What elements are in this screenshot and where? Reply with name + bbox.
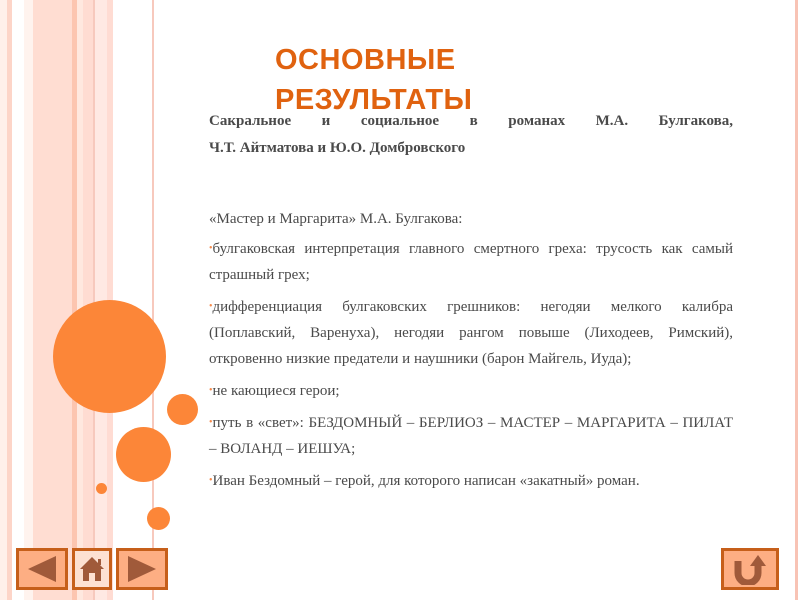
arrow-right-icon: [122, 554, 162, 584]
title-line-2: РЕЗУЛЬТАТЫ: [275, 84, 473, 116]
home-icon: [77, 554, 107, 584]
list-item-text: путь в «свет»: БЕЗДОМНЫЙ – БЕРЛИОЗ – МАСТЕР – МАРГАРИТА – ПИЛАТ – ВОЛАНД – ИЕШУА;: [209, 415, 733, 457]
title-line-1: ОСНОВНЫЕ: [275, 44, 456, 76]
list-item: [209, 236, 733, 288]
decorative-circle-large: [53, 300, 166, 413]
list-item: [209, 410, 733, 462]
arrow-left-icon: [22, 554, 62, 584]
decorative-circle-small: [167, 394, 198, 425]
decorative-line: [93, 0, 95, 600]
list-item: [209, 294, 733, 372]
next-slide-button[interactable]: [116, 548, 168, 590]
decorative-right-line: [795, 0, 798, 600]
home-button[interactable]: [72, 548, 112, 590]
bullet-icon: •: [209, 417, 213, 428]
list-item-text: дифференциация булгаковских грешников: негодяи мелкого калибра (Поплавский, Варенуха), негодяи рангом повыше (Лиходеев, Римский), откровенно низкие предатели и наушники (барон Майгель, Иуда);: [209, 299, 733, 367]
list-item-text: не кающиеся герои;: [212, 383, 340, 399]
previous-slide-button[interactable]: [16, 548, 68, 590]
subtitle-line-2: Ч.Т. Айтматова и Ю.О. Домбровского: [209, 140, 466, 156]
return-button[interactable]: [721, 548, 779, 590]
list-item-text: Иван Бездомный – герой, для которого написан «закатный» роман.: [212, 473, 640, 489]
bullet-icon: •: [209, 301, 213, 312]
section-heading: «Мастер и Маргарита» М.А. Булгакова:: [209, 211, 463, 227]
return-arrow-icon: [730, 553, 770, 585]
subtitle-line-1: Сакральное и социальное в романах М.А. Булгакова,: [209, 113, 733, 129]
slide-subtitle: [209, 108, 733, 162]
decorative-circle-tiny: [96, 483, 107, 494]
decorative-circle-small-2: [147, 507, 170, 530]
list-item-text: булгаковская интерпретация главного смертного греха: трусость как самый страшный грех;: [209, 241, 733, 283]
bullet-icon: •: [209, 475, 213, 486]
list-item: [209, 378, 733, 404]
bullet-icon: •: [209, 243, 213, 254]
list-item: [209, 468, 733, 494]
slide-content: [209, 108, 733, 494]
bullet-icon: •: [209, 385, 213, 396]
decorative-circle-medium: [116, 427, 171, 482]
